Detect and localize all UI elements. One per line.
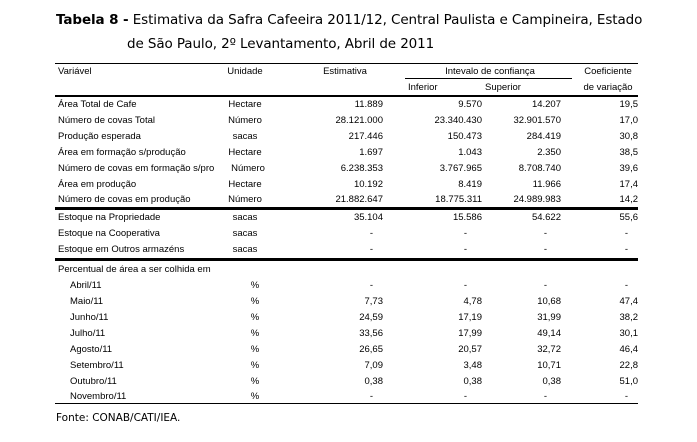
cell-unidade: Hectare xyxy=(228,147,262,158)
cell-variavel: Produção esperada xyxy=(58,131,141,142)
cell-unidade: sacas xyxy=(232,131,258,142)
cell-coeficiente: 39,6 xyxy=(619,163,638,174)
cell-coeficiente: 17,0 xyxy=(619,115,638,126)
cell-unidade: % xyxy=(250,280,260,291)
header-intervalo: Intevalo de confiança xyxy=(445,66,535,77)
cell-variavel: Número de covas em formação s/pro xyxy=(58,163,215,174)
table-row xyxy=(0,147,697,163)
cell-coeficiente: 51,0 xyxy=(619,376,638,387)
cell-inferior: 3.767.965 xyxy=(439,163,482,174)
cell-inferior: 23.340.430 xyxy=(434,115,482,126)
cell-inferior: 8.419 xyxy=(458,179,482,190)
cell-coeficiente: - xyxy=(624,244,628,255)
cell-inferior: 20,57 xyxy=(458,344,482,355)
cell-inferior: 1.043 xyxy=(458,147,482,158)
table-row xyxy=(0,264,697,280)
cell-coeficiente: 46,4 xyxy=(619,344,638,355)
table-row xyxy=(0,228,697,244)
table-row xyxy=(0,244,697,260)
cell-estimativa: 21.882.647 xyxy=(335,194,383,205)
cell-superior: 2.350 xyxy=(537,147,561,158)
cell-estimativa: 1.697 xyxy=(359,147,383,158)
cell-coeficiente: 17,4 xyxy=(619,179,638,190)
caption-line-2: de São Paulo, 2º Levantamento, Abril de 2011 xyxy=(127,36,435,52)
table-caption xyxy=(56,8,686,56)
header-coeficiente-2: de variação xyxy=(583,82,633,93)
cell-variavel: Estoque na Propriedade xyxy=(58,212,161,223)
cell-estimativa: - xyxy=(369,228,373,239)
cell-unidade: Hectare xyxy=(228,179,262,190)
cell-unidade: sacas xyxy=(232,228,258,239)
cell-variavel: Maio/11 xyxy=(70,296,104,307)
cell-superior: - xyxy=(543,228,547,239)
cell-coeficiente: 14,2 xyxy=(619,194,638,205)
cell-estimativa: 24,59 xyxy=(359,312,383,323)
cell-inferior: 17,99 xyxy=(458,328,482,339)
cell-inferior: 17,19 xyxy=(458,312,482,323)
cell-unidade: % xyxy=(250,376,260,387)
cell-coeficiente: - xyxy=(624,228,628,239)
cell-estimativa: 28.121.000 xyxy=(335,115,383,126)
table-row xyxy=(0,296,697,312)
rule-confidence xyxy=(405,78,572,79)
cell-unidade: sacas xyxy=(232,244,258,255)
cell-coeficiente: - xyxy=(624,280,628,291)
cell-coeficiente: 47,4 xyxy=(619,296,638,307)
cell-estimativa: 10.192 xyxy=(353,179,383,190)
cell-coeficiente: - xyxy=(624,391,628,402)
table-row xyxy=(0,391,697,407)
cell-inferior: - xyxy=(463,244,467,255)
caption-line-1 xyxy=(56,8,686,32)
cell-superior: 14.207 xyxy=(531,99,561,110)
cell-coeficiente: 55,6 xyxy=(619,212,638,223)
cell-unidade: % xyxy=(250,328,260,339)
cell-inferior: 9.570 xyxy=(458,99,482,110)
cell-superior: 11.966 xyxy=(532,179,561,190)
cell-inferior: - xyxy=(463,280,467,291)
cell-variavel: Agosto/11 xyxy=(70,344,113,355)
cell-superior: 284.419 xyxy=(526,131,561,142)
cell-coeficiente: 38,5 xyxy=(619,147,638,158)
cell-variavel: Junho/11 xyxy=(70,312,109,323)
cell-estimativa: 35.104 xyxy=(353,212,383,223)
table-row xyxy=(0,212,697,228)
cell-superior: 54.622 xyxy=(531,212,561,223)
cell-estimativa: 7,09 xyxy=(364,360,383,371)
header-inferior: Inferior xyxy=(408,82,438,93)
cell-unidade: % xyxy=(250,360,260,371)
source-footer: Fonte: CONAB/CATI/IEA. xyxy=(56,412,181,424)
cell-superior: 31,99 xyxy=(537,312,561,323)
cell-unidade: % xyxy=(250,312,260,323)
table-row xyxy=(0,360,697,376)
header-variavel: Variável xyxy=(58,66,92,77)
cell-variavel: Outubro/11 xyxy=(70,376,117,387)
cell-coeficiente: 38,2 xyxy=(619,312,638,323)
cell-estimativa: - xyxy=(369,391,373,402)
cell-inferior: 15.586 xyxy=(452,212,482,223)
cell-inferior: - xyxy=(463,391,467,402)
cell-variavel: Percentual de área a ser colhida em xyxy=(58,264,211,275)
cell-variavel: Novembro/11 xyxy=(70,391,127,402)
cell-estimativa: - xyxy=(369,244,373,255)
header-estimativa: Estimativa xyxy=(323,66,367,77)
header-unidade: Unidade xyxy=(227,66,263,77)
cell-unidade: Número xyxy=(228,115,262,126)
cell-inferior: 18.775.311 xyxy=(435,194,482,205)
cell-unidade: sacas xyxy=(232,212,258,223)
cell-estimativa: 11.889 xyxy=(354,99,383,110)
cell-superior: 49,14 xyxy=(537,328,561,339)
cell-variavel: Setembro/11 xyxy=(70,360,124,371)
table-row xyxy=(0,115,697,131)
cell-superior: - xyxy=(543,280,547,291)
cell-superior: 32,72 xyxy=(537,344,561,355)
cell-variavel: Número de covas Total xyxy=(58,115,155,126)
cell-estimativa: - xyxy=(369,280,373,291)
cell-estimativa: 0,38 xyxy=(364,376,383,387)
cell-superior: - xyxy=(543,244,547,255)
cell-unidade: % xyxy=(250,296,260,307)
table-row xyxy=(0,99,697,115)
cell-estimativa: 217.446 xyxy=(348,131,383,142)
cell-inferior: 0,38 xyxy=(463,376,482,387)
table-row xyxy=(0,280,697,296)
cell-inferior: - xyxy=(463,228,467,239)
header-superior: Superior xyxy=(485,82,521,93)
cell-variavel: Estoque em Outros armazéns xyxy=(58,244,185,255)
cell-variavel: Julho/11 xyxy=(70,328,106,339)
cell-inferior: 4,78 xyxy=(463,296,482,307)
cell-variavel: Abril/11 xyxy=(70,280,102,291)
cell-estimativa: 33,56 xyxy=(359,328,383,339)
rule-header-bottom xyxy=(55,95,638,97)
cell-superior: 10,71 xyxy=(537,360,561,371)
cell-coeficiente: 30,1 xyxy=(619,328,638,339)
table-row xyxy=(0,312,697,328)
cell-estimativa: 26,65 xyxy=(359,344,383,355)
table-row xyxy=(0,328,697,344)
cell-coeficiente: 22,8 xyxy=(619,360,638,371)
table-row xyxy=(0,163,697,179)
table-row xyxy=(0,344,697,360)
cell-superior: 0,38 xyxy=(542,376,561,387)
rule-top xyxy=(55,63,638,64)
table-row xyxy=(0,179,697,195)
cell-unidade: Número xyxy=(228,194,262,205)
caption-label: Tabela 8 - xyxy=(56,12,129,28)
cell-variavel: Estoque na Cooperativa xyxy=(58,228,160,239)
cell-estimativa: 6.238.353 xyxy=(340,163,383,174)
cell-superior: 32.901.570 xyxy=(513,115,561,126)
table-row xyxy=(0,194,697,210)
cell-variavel: Área Total de Cafe xyxy=(58,99,137,110)
cell-variavel: Área em produção xyxy=(58,179,137,190)
cell-superior: 24.989.983 xyxy=(513,194,561,205)
cell-superior: - xyxy=(543,391,547,402)
cell-unidade: Hectare xyxy=(228,99,262,110)
cell-superior: 10,68 xyxy=(537,296,561,307)
cell-unidade: Número xyxy=(231,163,265,174)
cell-variavel: Área em formação s/produção xyxy=(58,147,186,158)
table-row xyxy=(0,131,697,147)
cell-unidade: % xyxy=(250,391,260,402)
header-coeficiente: Coeficiente xyxy=(584,66,632,77)
cell-superior: 8.708.740 xyxy=(518,163,561,174)
cell-variavel: Número de covas em produção xyxy=(58,194,191,205)
cell-inferior: 3,48 xyxy=(463,360,482,371)
cell-unidade: % xyxy=(250,344,260,355)
cell-coeficiente: 30,8 xyxy=(619,131,638,142)
cell-coeficiente: 19,5 xyxy=(619,99,638,110)
caption-text-1: Estimativa da Safra Cafeeira 2011/12, Central Paulista e Campineira, Estado xyxy=(128,12,643,28)
cell-estimativa: 7,73 xyxy=(364,296,383,307)
table-row xyxy=(0,376,697,392)
cell-inferior: 150.473 xyxy=(447,131,482,142)
